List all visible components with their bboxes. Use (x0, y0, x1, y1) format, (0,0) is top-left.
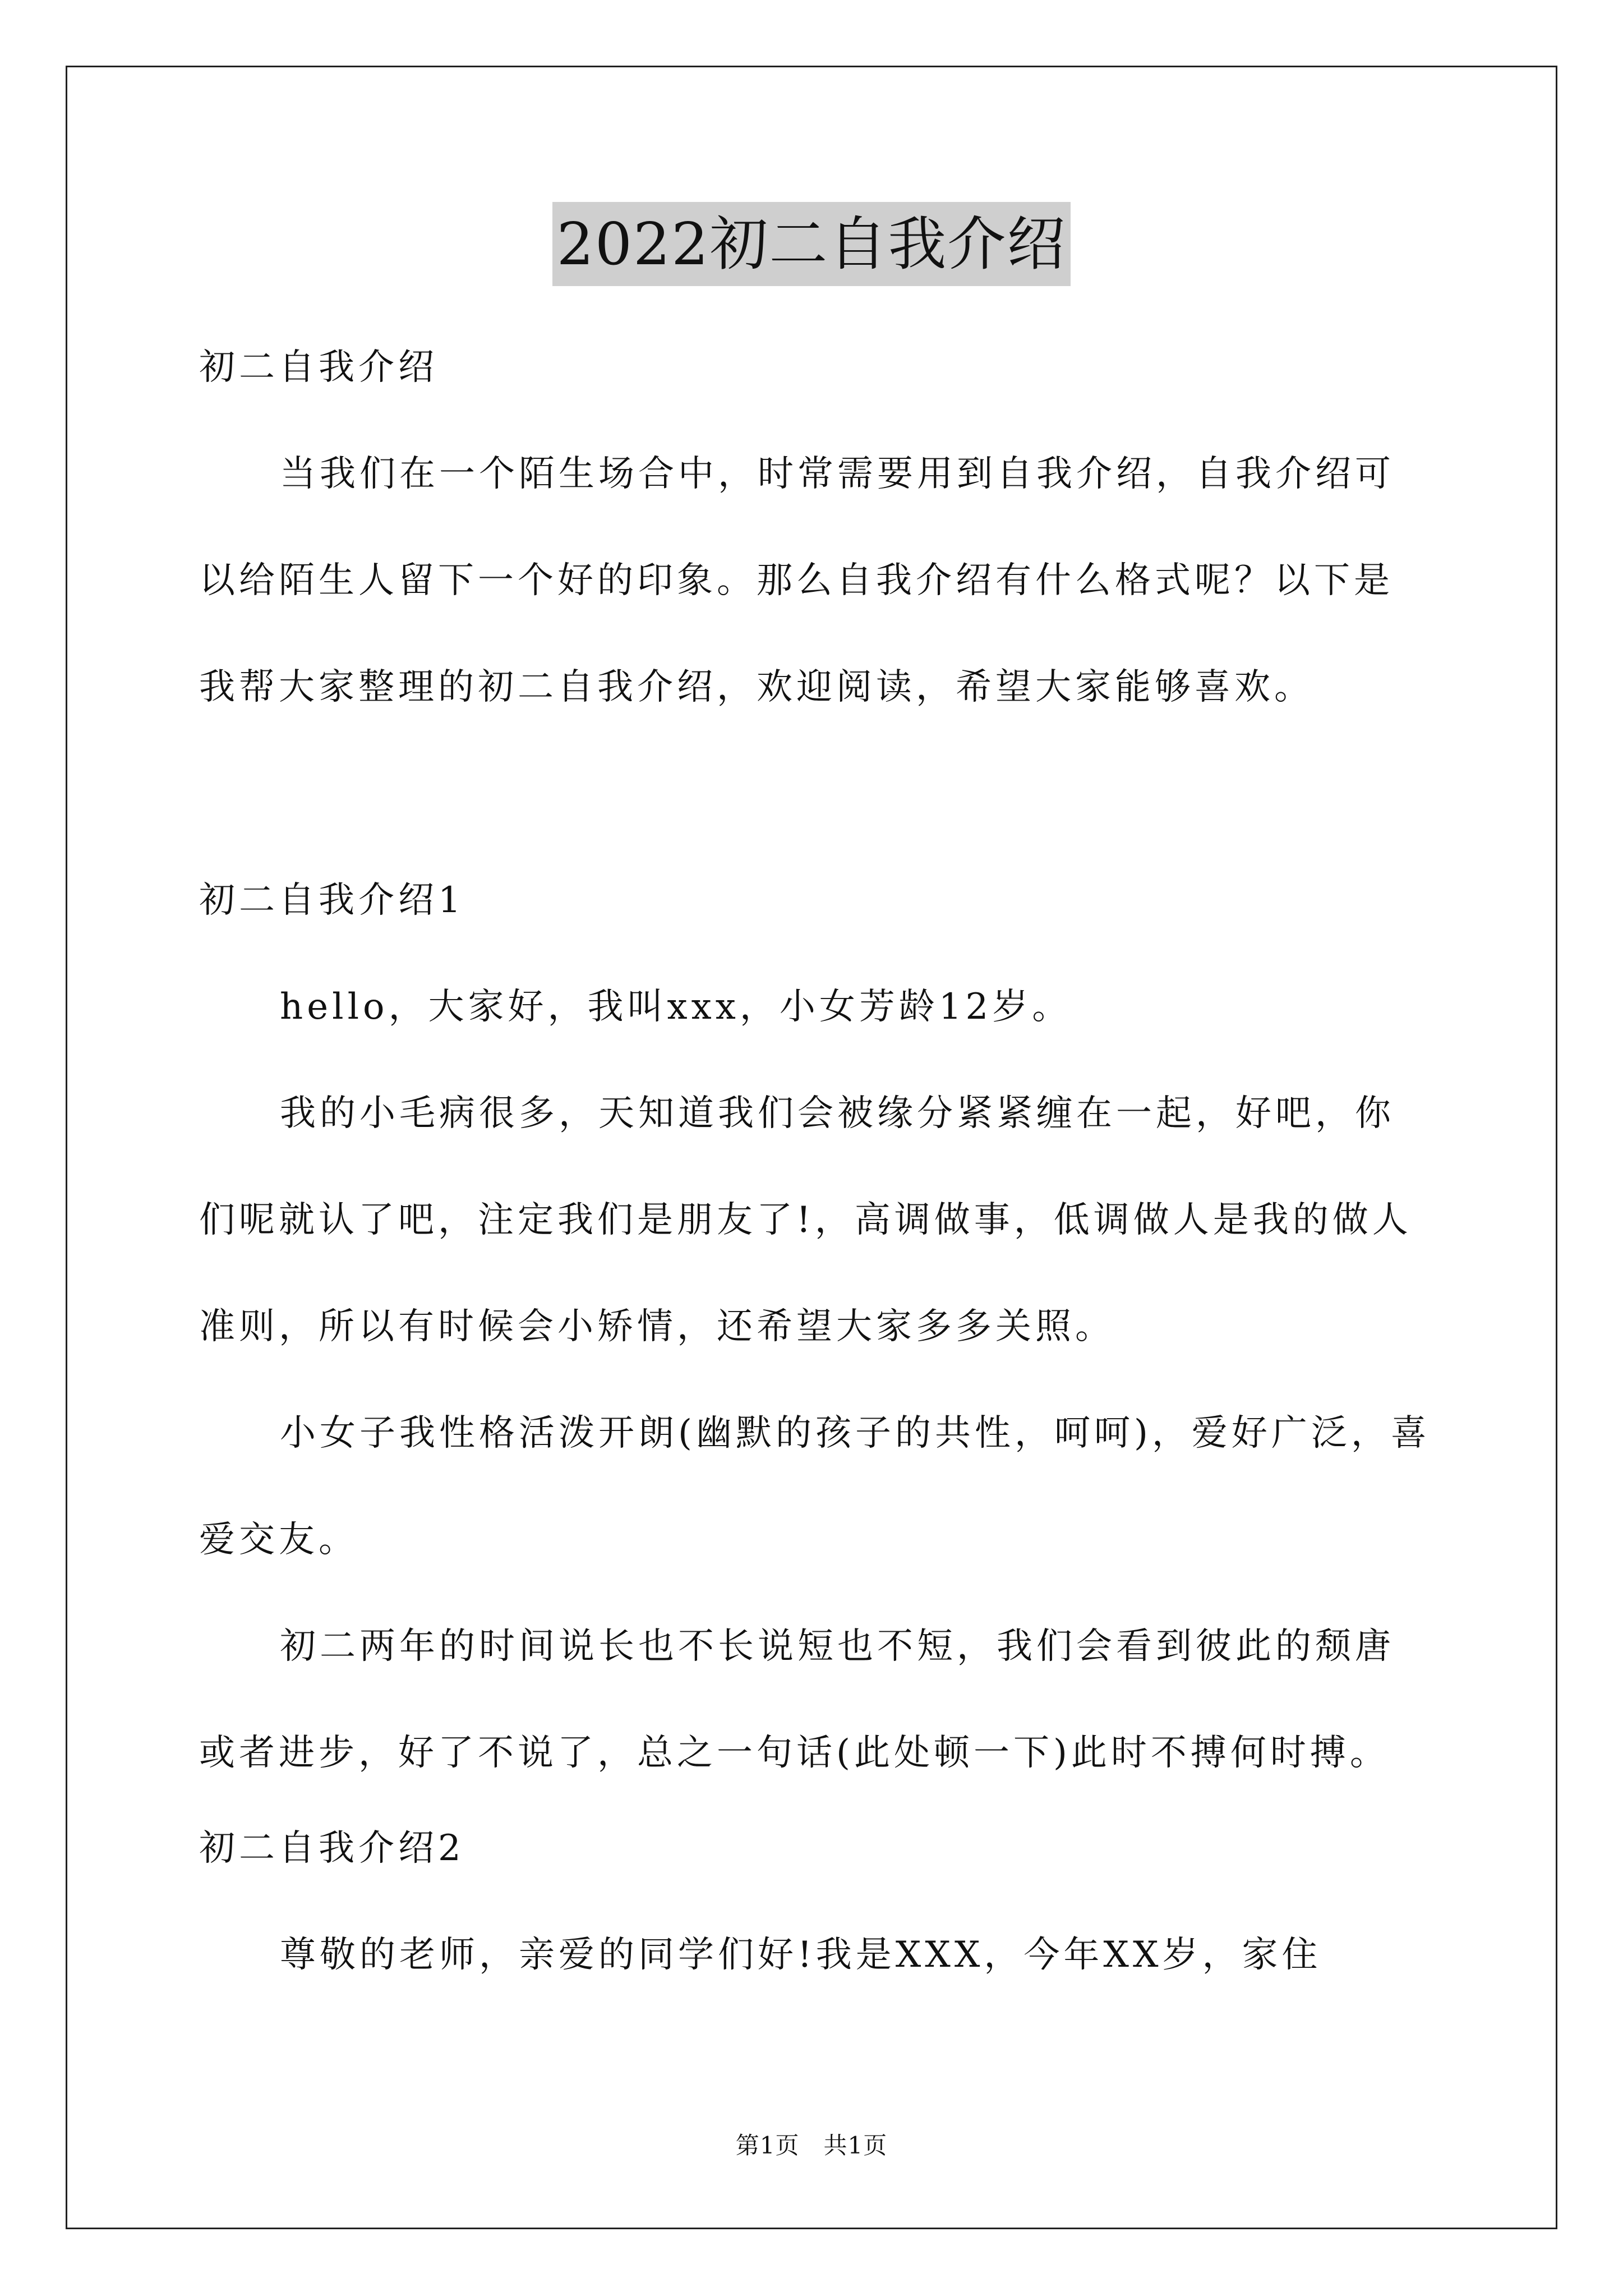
paragraph: hello，大家好，我叫xxx，小女芳龄12岁。 (280, 986, 1072, 1028)
section-heading-1: 初二自我介绍1 (199, 880, 465, 921)
title-container (0, 202, 1623, 286)
paragraph: 小女子我性格活泼开朗(幽默的孩子的共性，呵呵)，爱好广泛，喜爱交友。 (199, 1412, 1431, 1561)
paragraph: 尊敬的老师，亲爱的同学们好!我是XXX，今年XX岁，家住 (280, 1934, 1322, 1976)
paragraph: 初二两年的时间说长也不长说短也不短，我们会看到彼此的颓唐或者进步，好了不说了，总之一句话(此处顿一下)此时不搏何时搏。 (199, 1626, 1395, 1774)
paragraph: 我的小毛病很多，天知道我们会被缘分紧紧缠在一起，好吧，你们呢就认了吧，注定我们是朋友了!，高调做事，低调做人是我的做人准则，所以有时候会小矫情，还希望大家多多关照。 (199, 1093, 1412, 1347)
page-footer: 第1页 共1页 (735, 2132, 888, 2159)
intro-paragraph: 当我们在一个陌生场合中，时常需要用到自我介绍，自我介绍可以给陌生人留下一个好的印象。那么自我介绍有什么格式呢？以下是我帮大家整理的初二自我介绍，欢迎阅读，希望大家能够喜欢。 (199, 453, 1395, 708)
section-heading: 初二自我介绍 (199, 347, 438, 388)
document-title: 2022初二自我介绍 (552, 202, 1071, 286)
document-body (199, 314, 1433, 2019)
section-heading-2: 初二自我介绍2 (199, 1828, 465, 1869)
blank-line (199, 740, 1433, 847)
